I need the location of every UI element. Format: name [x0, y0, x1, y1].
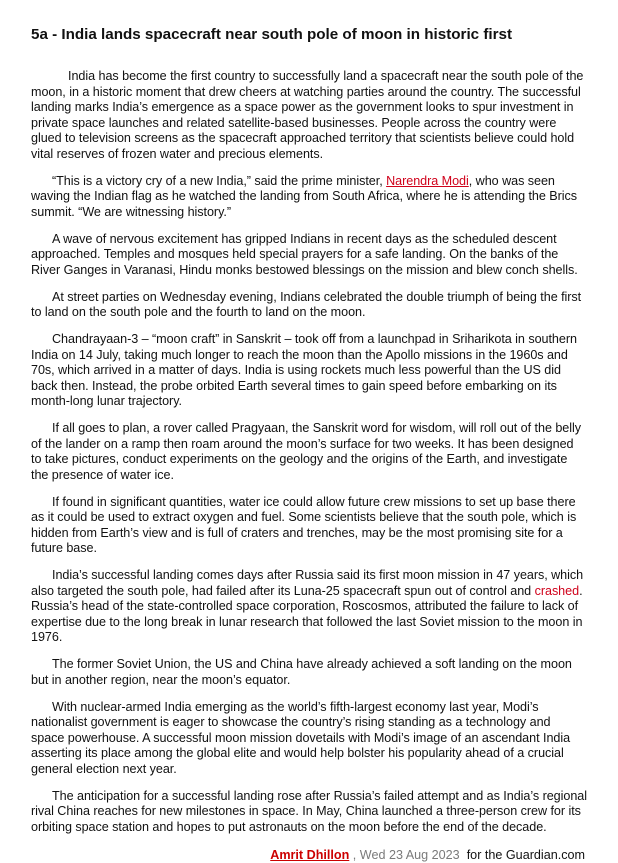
crashed-link[interactable]: crashed [534, 583, 580, 598]
paragraph: At street parties on Wednesday evening, Indians celebrated the double triumph of being the first to land on the south pole and the fourth to land on the moon. [31, 289, 582, 319]
paragraph: If found in significant quantities, water ice could allow future crew missions to set up base there as it could be used to extract oxygen and fuel. Some scientists believe that the south pole, which is hidden from Earth’s view and is full of craters and trenches, may be the most promising site for a future base. [31, 494, 577, 555]
paragraph-text: . Russia’s head of the state-controlled space corporation, Roscosmos, attributed the failure to lack of expertise due to the long break in lunar research that followed the last Soviet mission to the moon in 1976. [31, 583, 583, 644]
paragraph-text: “This is a victory cry of a new India,” said the prime minister, [52, 173, 387, 188]
paragraph: The anticipation for a successful landing rose after Russia’s failed attempt and as India’s regional rival China reaches for new milestones in space. In May, China launched a three-person crew for its orbiting space station and hopes to put astronauts on the moon before the end of the decade. [31, 788, 587, 834]
paragraph [31, 568, 587, 646]
paragraph-text: , who was seen waving the Indian flag as he watched the landing from South Africa, where he is attending the Brics summit. “We are witnessing history.” [31, 173, 578, 219]
paragraph [31, 174, 587, 221]
article-body [31, 69, 587, 835]
article-title: 5a - India lands spacecraft near south pole of moon in historic first [31, 26, 513, 43]
paragraph: India has become the first country to successfully land a spacecraft near the south pole of the moon, in a historic moment that drew cheers at watching parties around the country. The successful landing marks India’s emergence as a space power as the government looks to spur investment in private space launches and related satellite-based businesses. People across the country were glued to television screens as the spacecraft approached territory that scientists believe could hold vital reserves of frozen water and precious elements. [31, 69, 584, 161]
byline [31, 847, 587, 863]
paragraph: The former Soviet Union, the US and China have already achieved a soft landing on the moon but in another region, near the moon’s equator. [31, 657, 572, 687]
narendra-modi-link[interactable]: Narendra Modi [386, 173, 469, 188]
paragraph: With nuclear-armed India emerging as the world’s fifth-largest economy last year, Modi’s nationalist government is eager to showcase the country’s rising standing as a technology and space powerhouse. A successful moon mission dovetails with Modi’s image of an ascendant India asserting its place among the global elite and would help bolster his popularity ahead of a crucial general election next year. [31, 699, 571, 776]
publish-date: , Wed 23 Aug 2023 [352, 847, 460, 862]
source-credit: for the Guardian.com [466, 847, 585, 862]
paragraph-text: India’s successful landing comes days after Russia said its first moon mission in 47 years, which also targeted the south pole, had failed after its Luna-25 spacecraft spun out of control and [31, 568, 584, 598]
author-link[interactable]: Amrit Dhillon [270, 847, 350, 862]
paragraph: If all goes to plan, a rover called Pragyaan, the Sanskrit word for wisdom, will roll out of the belly of the lander on a ramp then roam around the moon’s surface for two weeks. It has been designed to take pictures, conduct experiments on the geology and the origins of the Earth, and investigate the presence of water ice. [31, 421, 581, 482]
paragraph: Chandrayaan-3 – “moon craft” in Sanskrit – took off from a launchpad in Sriharikota in southern India on 14 July, taking much longer to reach the moon than the Apollo missions in the 1960s and 70s, which arrived in a matter of days. India is using rockets much less powerful than the US did back then. Instead, the probe orbited Earth several times to gain speed before embarking on its month-long lunar trajectory. [31, 332, 577, 408]
paragraph: A wave of nervous excitement has gripped Indians in recent days as the scheduled descent approached. Temples and mosques held special prayers for a safe landing. On the banks of the River Ganges in Varanasi, Hindu monks bestowed blessings on the mission and blew conch shells. [31, 231, 578, 277]
document-page [31, 26, 587, 863]
